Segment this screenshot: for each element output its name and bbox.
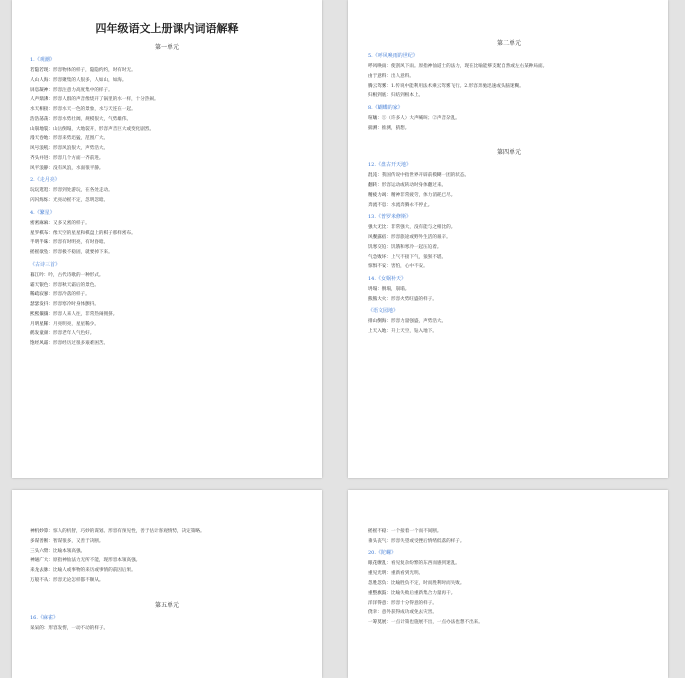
entry-term: 浩浩荡荡： (30, 116, 53, 122)
entry-term: 呆呆的： (30, 625, 49, 631)
glossary-entry (368, 115, 650, 124)
entry-term: 人声鼎沸： (30, 97, 53, 103)
entry-term: 瑟瑟发抖： (30, 302, 53, 308)
glossary-entry (368, 328, 650, 337)
entry-term: 喧嚷： (368, 115, 382, 121)
entry-definition: 1.传说中能利用法术乘云驾雾飞行。2.形容奔驰迅速或头脑迷糊。 (390, 83, 524, 89)
glossary-entry (368, 182, 650, 191)
glossary-entry (30, 291, 304, 300)
glossary-entry (368, 263, 650, 272)
entry-definition: 形容十分得意的样子。 (390, 600, 437, 606)
entry-term: 揣测： (368, 125, 382, 131)
entry-term: 饱经风霜： (30, 341, 53, 347)
glossary-entry (30, 187, 304, 196)
entry-definition: 形容风浪很大，声势浩大。 (52, 146, 109, 152)
glossary-entry (368, 528, 650, 537)
glossary-entry (368, 609, 650, 618)
unit-heading: 第五单元 (154, 601, 179, 609)
entry-definition: 非常强大，没有能与之相比的。 (390, 225, 456, 231)
glossary-entry (368, 125, 650, 134)
entry-term: 强大无比： (368, 225, 391, 231)
entry-definition: 水流奔腾永不停止。 (390, 202, 433, 208)
entry-term: 风号浪吼： (30, 146, 53, 152)
glossary-entry (368, 590, 650, 599)
entry-definition: 使刮风下雨。原指神仙道士的法力，现在比喻能够支配自然或左右某种局面。 (390, 64, 548, 69)
page-3-body-continued (30, 625, 304, 634)
entry-definition: 升上天空，钻入地下。 (390, 329, 437, 335)
entry-term: 水天相接： (30, 107, 53, 113)
entry-definition: 比喻人或事物的来历或事情的前因后果。 (52, 568, 136, 574)
glossary-entry (30, 538, 304, 547)
entry-term: 月明星稀： (30, 321, 53, 327)
glossary-entry (30, 135, 304, 144)
glossary-entry (368, 296, 650, 305)
entry-definition: 一个接着一个而不间断。 (390, 529, 442, 534)
entry-definition: 吟，古代诗歌的一种形式。 (48, 272, 104, 278)
glossary-entry (30, 577, 304, 586)
glossary-entry (368, 73, 650, 82)
document-title: 四年级语文上册课内词语解释 (95, 22, 239, 35)
glossary-entry (30, 145, 304, 154)
entry-term: 忽胜忽负： (368, 580, 391, 586)
entry-term: 鹤发童颜： (30, 331, 53, 337)
glossary-entry (368, 202, 650, 211)
entry-term: 重见光明： (368, 571, 391, 577)
entry-definition: 害怕，心中不安。 (390, 264, 428, 270)
entry-definition: 比喻失败后重新集合力量再干。 (390, 590, 456, 596)
glossary-entry (30, 77, 304, 86)
entry-term: 屏息凝神： (30, 87, 53, 93)
entry-term: 闪闪烁烁： (30, 198, 53, 204)
entry-term: 神机妙算： (30, 529, 53, 534)
unit-heading: 第一单元 (154, 44, 179, 51)
glossary-entry (30, 67, 304, 76)
entry-term: 人山人海： (30, 77, 53, 83)
entry-term: 风餐露宿： (368, 235, 391, 241)
entry-term: 坍塌： (368, 286, 382, 292)
entry-definition: 形容老年人气色好。 (52, 331, 95, 337)
entry-definition: 形容冷落的样子。 (52, 292, 90, 298)
entry-definition: 没有风浪，水面很平静。 (52, 165, 104, 171)
glossary-entry (30, 116, 304, 125)
glossary-entry (30, 126, 304, 135)
entry-definition: 精神非常疲劳，体力消耗已尽。 (390, 192, 456, 198)
entry-term: 上天入地： (368, 329, 391, 335)
page-4-body-continued (368, 560, 650, 627)
page-3-body (30, 528, 304, 586)
entry-term: 星罗棋布： (30, 230, 53, 236)
entry-definition: 形容秋天霜后的景色。 (52, 282, 99, 288)
glossary-entry (368, 570, 650, 579)
page-2-body-continued (368, 161, 650, 336)
document-page-4 (348, 490, 668, 678)
glossary-entry (30, 330, 304, 339)
entry-term: 奔流不息： (368, 202, 391, 208)
entry-definition: 形容运动或转动时身体翻过来。 (381, 183, 447, 189)
glossary-entry (30, 220, 304, 229)
entry-definition: 形容水势壮阔，规模很大，气势雄伟。 (52, 116, 132, 122)
entry-definition: 山岳倒塌，大地裂开，形容声音巨大或变化剧烈。 (52, 126, 155, 132)
entry-definition: 像天空的星星和棋盘上的棋子那样密布。 (52, 230, 136, 236)
entry-definition: 智谋很多，又善于决断。 (52, 538, 104, 544)
glossary-entry (368, 172, 650, 181)
entry-term: 风平浪静： (30, 165, 53, 171)
entry-term: 来龙去脉： (30, 568, 53, 574)
glossary-entry (368, 192, 650, 201)
entry-term: 翻转： (368, 183, 382, 189)
entry-term: 山崩地裂： (30, 126, 53, 132)
entry-definition: 意外获得成功或免去灾害。 (381, 610, 437, 616)
glossary-entry (368, 92, 650, 101)
entry-definition: 推测，猜想。 (381, 125, 410, 131)
entry-term: 密密麻麻： (30, 220, 53, 226)
entry-definition: 形容寒冷时身体颤抖。 (52, 302, 99, 308)
entry-definition: 形容人群的声音像烧开了锅里的水一样，十分热闹。 (52, 97, 159, 103)
entry-definition: 形容极不稳固，就要掉下来。 (52, 250, 113, 256)
section-heading: 4.《繁星》 (30, 209, 55, 216)
entry-definition: 归结到根本上。 (390, 93, 424, 99)
entry-term: 精疲力竭： (368, 192, 391, 198)
entry-term: 归根到底： (368, 93, 391, 99)
section-heading: 5.《呼风唤雨的世纪》 (368, 53, 418, 59)
section-heading: 8.《蝴蝶的家》 (368, 104, 403, 111)
entry-definition: 一点计策也施展不出，一点办法也想不出来。 (390, 620, 483, 626)
glossary-entry (368, 63, 650, 72)
entry-term: 眼花缭乱： (368, 561, 391, 567)
entry-definition: 形容火势旺盛的样子。 (390, 296, 437, 302)
entry-term: 洋洋得意： (368, 600, 391, 606)
unit-heading: 第二单元 (496, 40, 521, 47)
page-2-body (368, 52, 650, 133)
entry-definition: 形容有时明亮，有时昏暗。 (52, 240, 109, 246)
entry-definition: 月亮明亮，星星稀少。 (52, 321, 99, 327)
document-page-1 (12, 0, 322, 478)
entry-definition: 看见复杂纷繁的东西而感到迷乱。 (390, 561, 460, 567)
glossary-entry (30, 548, 304, 557)
entry-term: 气急败坏： (368, 254, 391, 260)
glossary-entry (368, 580, 650, 589)
glossary-entry (30, 528, 304, 537)
entry-term: 三头六臂： (30, 548, 53, 554)
entry-term: 混沌： (368, 173, 382, 179)
entry-term: 万般不从： (30, 577, 53, 583)
glossary-entry (30, 197, 304, 206)
glossary-entry (368, 619, 650, 628)
glossary-entry (368, 560, 650, 569)
entry-term: 漫天卷地： (30, 136, 53, 142)
document-page-3 (12, 490, 322, 678)
entry-term: 一筹莫展： (368, 620, 391, 626)
glossary-entry (368, 286, 650, 295)
glossary-entry (30, 165, 304, 174)
entry-term: 若隐若现： (30, 68, 53, 73)
entry-term: 饥寒交迫： (368, 244, 391, 250)
glossary-entry (30, 87, 304, 96)
entry-term: 垂头丧气： (368, 538, 391, 544)
entry-definition: 比喻本领高强。 (52, 548, 86, 554)
page-4-body (368, 528, 650, 546)
entry-definition: 倒塌，崩塌。 (381, 286, 410, 292)
section-heading: 16.《麻雀》 (30, 614, 58, 621)
section-heading: 14.《女娲补天》 (368, 275, 406, 282)
entry-definition: 形容失望或受挫后情绪低落的样子。 (390, 538, 465, 544)
entry-definition: 上气不接下气，狼狈不堪。 (390, 254, 447, 260)
glossary-entry (368, 600, 650, 609)
entry-definition: 光亮动摇不定，忽明忽暗。 (52, 198, 109, 204)
entry-definition: 形容水天一色的景象，水与天连在一起。 (52, 107, 136, 113)
glossary-entry (30, 625, 304, 634)
entry-term: 摇摇不稳： (368, 529, 391, 534)
entry-definition: 原指神仙法力无所不能，现形容本领高强。 (52, 558, 141, 564)
entry-definition: 形容经历过很多艰难困苦。 (52, 341, 109, 347)
glossary-entry (30, 321, 304, 330)
document-page-2 (348, 0, 668, 478)
page-1-body (30, 56, 304, 349)
glossary-entry (368, 244, 650, 253)
glossary-entry (30, 239, 304, 248)
glossary-entry (368, 538, 650, 547)
glossary-entry (368, 254, 650, 263)
entry-definition: 出人意料。 (390, 73, 414, 79)
entry-term: 神通广大： (30, 558, 53, 564)
entry-definition: 惊人的机智，巧妙的谋划。形容有预见性，善于估计客观情势，决定策略。 (52, 529, 205, 534)
entry-term: 熙熙攘攘： (30, 311, 53, 317)
section-heading: 《古诗三首》 (30, 261, 61, 268)
entry-definition: 形容几个方面一齐前进。 (52, 156, 104, 162)
section-heading: 12.《盘古开天地》 (368, 162, 411, 169)
section-heading: 2.《走月亮》 (30, 177, 60, 184)
entry-term: 玩玩逛逛： (30, 188, 53, 194)
entry-term: 排山倒海： (368, 319, 391, 325)
glossary-entry (30, 230, 304, 239)
entry-definition: 形容物体的样子，隐隐约约，时有时无。 (52, 68, 136, 73)
section-heading: 1.《观潮》 (30, 57, 55, 63)
entry-definition: 饥饿和寒冷一起压迫着。 (390, 244, 442, 250)
glossary-entry (30, 301, 304, 310)
section-heading: 13.《普罗米修斯》 (368, 214, 411, 221)
section-heading: 《语文园地》 (368, 308, 399, 315)
entry-definition: ①（许多人）大声喊叫；②声音杂乱。 (381, 115, 460, 121)
entry-definition: 形容来势迅猛，范围广大。 (52, 136, 109, 142)
entry-definition: 形容力量强盛，声势浩大。 (390, 319, 447, 325)
entry-term: 半明半昧： (30, 240, 53, 246)
glossary-entry (30, 557, 304, 566)
entry-term: 呼风唤雨： (368, 64, 391, 69)
entry-term: 熊熊大火： (368, 296, 391, 302)
entry-term: 重整旗鼓： (368, 590, 391, 596)
glossary-entry (30, 340, 304, 349)
glossary-entry (368, 318, 650, 327)
entry-term: 侥幸： (368, 610, 382, 616)
glossary-entry (30, 155, 304, 164)
section-heading: 20.《陀螺》 (368, 550, 396, 557)
entry-term: 暮江吟： (30, 272, 49, 278)
entry-term: 由于意料： (368, 73, 391, 79)
entry-term: 霜天银色： (30, 282, 53, 288)
entry-term: 齐头并进： (30, 156, 53, 162)
glossary-entry (30, 96, 304, 105)
glossary-entry (368, 83, 650, 92)
entry-term: 多谋善断： (30, 538, 53, 544)
entry-definition: 形容旅途或野外生活的艰辛。 (390, 235, 451, 241)
entry-term: 腾云驾雾： (368, 83, 391, 89)
glossary-entry (30, 311, 304, 320)
entry-definition: 我国传说中指世界开辟前模糊一团的状态。 (381, 173, 470, 179)
glossary-entry (30, 272, 304, 281)
glossary-entry (30, 282, 304, 291)
entry-term: 惊惧不安： (368, 264, 391, 270)
glossary-entry (30, 106, 304, 115)
entry-definition: 形容无论怎样都不顺从。 (52, 577, 104, 583)
entry-definition: 形容注意力高度集中的样子。 (52, 87, 113, 93)
entry-definition: 又多又密的样子。 (52, 220, 90, 226)
entry-definition: 形容人来人往，非常热闹拥挤。 (52, 311, 118, 317)
unit-heading: 第四单元 (496, 149, 521, 157)
glossary-entry (368, 234, 650, 243)
entry-definition: 重新看到光明。 (390, 571, 424, 577)
glossary-entry (30, 249, 304, 258)
entry-definition: 形容发愣，一动不动的样子。 (48, 625, 109, 631)
entry-term: 稀疏寂寥： (30, 292, 53, 298)
glossary-entry (368, 224, 650, 233)
entry-definition: 比喻胜负不定，时而胜利时而失败。 (390, 580, 465, 586)
entry-term: 摇摇欲坠： (30, 250, 53, 256)
glossary-entry (30, 567, 304, 576)
entry-definition: 形容到处游玩，在各处走动。 (52, 188, 113, 194)
entry-definition: 形容聚集的人很多，人如山，如海。 (52, 77, 127, 83)
